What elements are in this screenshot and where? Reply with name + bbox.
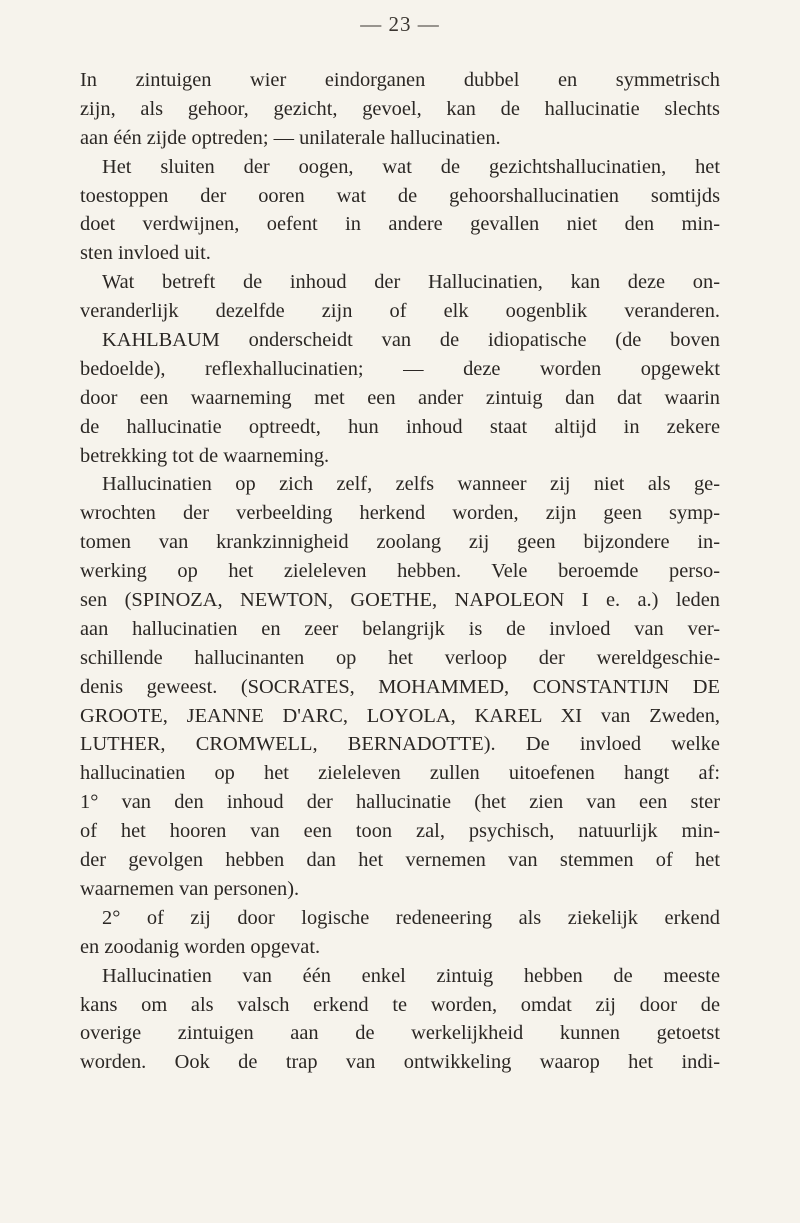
text-line: door een waarneming met een ander zintuig dan dat waarin bbox=[80, 386, 720, 409]
text-line: bedoelde), reflexhallucinatien; — deze worden opgewekt bbox=[80, 357, 720, 380]
text-line: KAHLBAUM onderscheidt van de idiopatische (de boven bbox=[102, 329, 720, 352]
text-line: der gevolgen hebben dan het vernemen van stemmen of het bbox=[80, 849, 720, 872]
text-line: GROOTE, JEANNE D'ARC, LOYOLA, KAREL XI van Zweden, bbox=[80, 704, 720, 727]
text-line: worden. Ook de trap van ontwikkeling waarop het indi- bbox=[80, 1051, 720, 1074]
text-line: tomen van krankzinnigheid zoolang zij geen bijzondere in- bbox=[80, 531, 720, 554]
text-line: Hallucinatien op zich zelf, zelfs wanneer zij niet als ge- bbox=[102, 473, 720, 496]
text-line: aan één zijde optreden; — unilaterale hallucinatien. bbox=[80, 126, 501, 149]
text-line: of het hooren van een toon zal, psychisch, natuurlijk min- bbox=[80, 820, 720, 843]
text-line: Hallucinatien van één enkel zintuig hebben de meeste bbox=[102, 964, 720, 987]
text-line: LUTHER, CROMWELL, BERNADOTTE). De invloed welke bbox=[80, 733, 720, 756]
text-line: hallucinatien op het zieleleven zullen uitoefenen hangt af: bbox=[80, 762, 720, 785]
text-line: Wat betreft de inhoud der Hallucinatien, kan deze on- bbox=[102, 271, 720, 294]
text-line: waarnemen van personen). bbox=[80, 877, 300, 900]
page-number: — 23 — bbox=[360, 12, 440, 36]
text-line: toestoppen der ooren wat de gehoorshallucinatien somtijds bbox=[80, 184, 720, 207]
text-line: sten invloed uit. bbox=[80, 242, 211, 265]
text-line: wrochten der verbeelding herkend worden, zijn geen symp- bbox=[80, 502, 720, 525]
text-line: sen (SPINOZA, NEWTON, GOETHE, NAPOLEON I e. a.) leden bbox=[80, 589, 720, 612]
text-line: overige zintuigen aan de werkelijkheid kunnen getoetst bbox=[80, 1022, 720, 1045]
text-line: denis geweest. (SOCRATES, MOHAMMED, CONSTANTIJN DE bbox=[80, 675, 720, 698]
body-text bbox=[80, 66, 720, 1077]
text-line: 2° of zij door logische redeneering als ziekelijk erkend bbox=[102, 906, 720, 929]
text-line: Het sluiten der oogen, wat de gezichtshallucinatien, het bbox=[102, 155, 720, 178]
text-line: en zoodanig worden opgevat. bbox=[80, 935, 321, 958]
text-line: veranderlijk dezelfde zijn of elk oogenblik veranderen. bbox=[80, 300, 720, 323]
text-line: doet verdwijnen, oefent in andere gevallen niet den min- bbox=[80, 213, 720, 236]
text-line: aan hallucinatien en zeer belangrijk is de invloed van ver- bbox=[80, 617, 720, 640]
text-line: kans om als valsch erkend te worden, omdat zij door de bbox=[80, 993, 720, 1016]
text-line: werking op het zieleleven hebben. Vele beroemde perso- bbox=[80, 560, 720, 583]
text-line: schillende hallucinanten op het verloop der wereldgeschie- bbox=[80, 646, 720, 669]
text-line: de hallucinatie optreedt, hun inhoud staat altijd in zekere bbox=[80, 415, 720, 438]
text-line: betrekking tot de waarneming. bbox=[80, 444, 330, 467]
text-line: zijn, als gehoor, gezicht, gevoel, kan de hallucinatie slechts bbox=[80, 97, 720, 120]
text-line: In zintuigen wier eindorganen dubbel en symmetrisch bbox=[80, 69, 720, 91]
text-line: 1° van den inhoud der hallucinatie (het zien van een ster bbox=[80, 791, 720, 814]
